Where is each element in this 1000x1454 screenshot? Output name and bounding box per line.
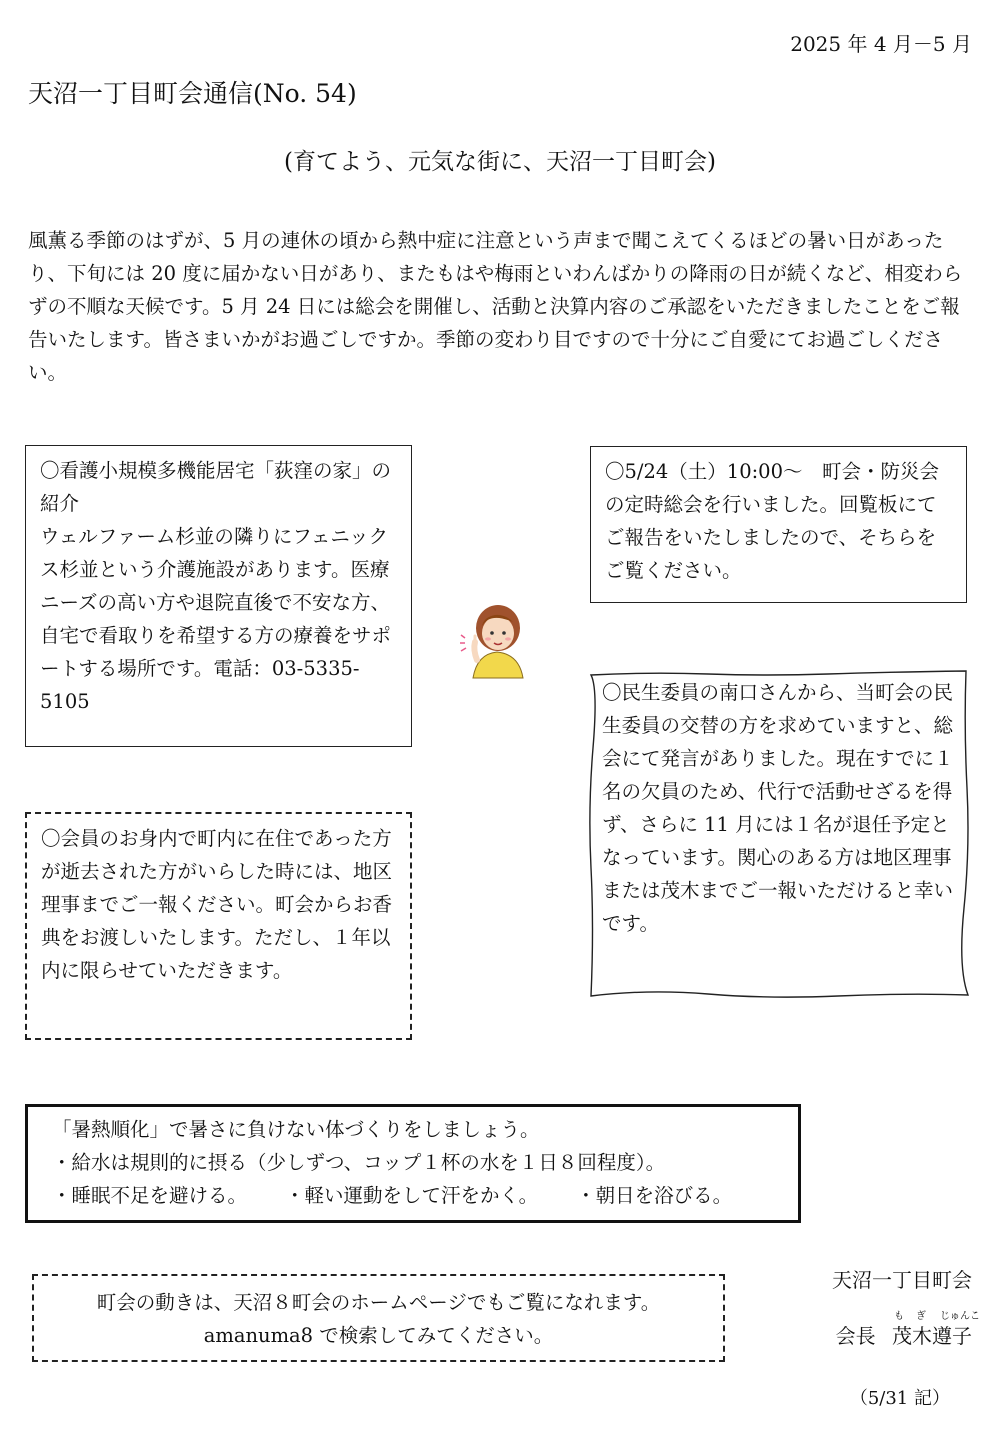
homepage-line1: 町会の動きは、天沼８町会のホームページでもご覧になれます。 bbox=[96, 1291, 661, 1314]
general-meeting-notice bbox=[590, 446, 967, 603]
tip-sleep: ・睡眠不足を避ける。 bbox=[52, 1184, 248, 1207]
homepage-notice bbox=[32, 1274, 725, 1362]
heat-tips-row bbox=[52, 1179, 774, 1212]
care-home-notice bbox=[25, 445, 412, 747]
furigana-gi: ぎ bbox=[916, 1311, 926, 1322]
issue-date: 2025 年 4 月－5 月 bbox=[790, 32, 972, 56]
written-date: （5/31 記） bbox=[849, 1388, 950, 1409]
tip-exercise: ・軽い運動をして汗をかく。 bbox=[285, 1184, 539, 1207]
intro-paragraph: 風薫る季節のはずが、5 月の連休の頃から熱中症に注意という声まで聞こえてくるほどの暑い日があったり、下旬には 20 度に届かない日があり、またもはや梅雨といわんばかりの降雨の日が続くなど、相変わらずの不順な天候です。5 月 24 日には総会を開催し、活動と決算内容のご承認をいただきましたことをご報告いたします。皆さまいかがお過ごしですか。季節の変わり目ですので十分にご自愛にてお過ごしください。 bbox=[28, 229, 963, 384]
heat-tips-box bbox=[25, 1104, 801, 1223]
furigana-mo: も bbox=[894, 1311, 904, 1322]
general-meeting-body: 〇5/24（土）10:00～ 町会・防災会の定時総会を行いました。回覧板にてご報告をいたしましたので、そちらをご覧ください。 bbox=[605, 460, 939, 582]
care-home-heading: 〇看護小規模多機能居宅「荻窪の家」の紹介 bbox=[40, 459, 392, 515]
chair-name: 茂木遵子 bbox=[892, 1324, 972, 1348]
condolence-notice bbox=[25, 812, 412, 1040]
tip-sun: ・朝日を浴びる。 bbox=[576, 1184, 733, 1207]
chair-title: 会長 bbox=[835, 1324, 876, 1348]
heat-tips-water: ・給水は規則的に摂る（少しずつ、コップ１杯の水を１日８回程度）。 bbox=[52, 1151, 666, 1174]
furigana-junko: じゅんこ bbox=[940, 1311, 980, 1322]
condolence-body: 〇会員のお身内で町内に在住であった方が逝去された方がいらした時には、地区理事までご一報ください。町会からお香典をお渡しいたします。ただし、１年以内に限らせていただきます。 bbox=[41, 827, 393, 982]
woman-pointing-illustration bbox=[455, 598, 540, 683]
chairperson bbox=[835, 1311, 980, 1349]
heat-tips-intro: 「暑熱順化」で暑さに負けない体づくりをしましょう。 bbox=[52, 1118, 540, 1141]
organization-name: 天沼一丁目町会 bbox=[832, 1268, 972, 1292]
welfare-commissioner-body: 〇民生委員の南口さんから、当町会の民生委員の交替の方を求めていますと、総会にて発言がありました。現在すでに１名の欠員のため、代行で活動せざるを得ず、さらに 11 月には１名が退任予定となっています。関心のある方は地区理事または茂木までご一報いただけると幸いです。 bbox=[602, 681, 954, 935]
homepage-line2: amanuma8 で検索してみてください。 bbox=[203, 1324, 554, 1347]
care-home-body: ウェルファーム杉並の隣りにフェニックス杉並という介護施設があります。医療ニーズの高い方や退院直後で不安な方、自宅で看取りを希望する方の療養をサポートする場所です。電話：03-5335-5105 bbox=[40, 525, 392, 713]
welfare-commissioner-notice bbox=[588, 668, 970, 998]
slogan: (育てよう、元気な街に、天沼一丁目町会) bbox=[284, 149, 716, 175]
newsletter-title: 天沼一丁目町会通信(No. 54) bbox=[28, 79, 357, 108]
